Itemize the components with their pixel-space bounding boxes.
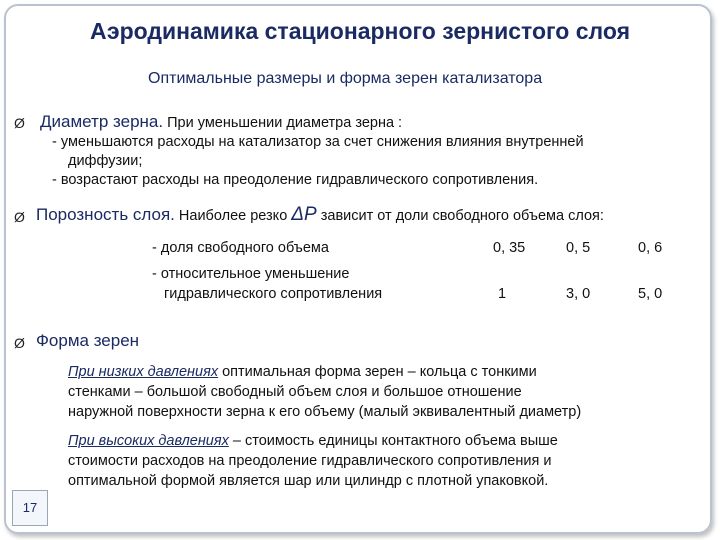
- table-row2-value-2: 3, 0: [566, 286, 591, 302]
- table-row2-value-3: 5, 0: [638, 286, 663, 302]
- table-row2-label-2: гидравлического сопротивления: [164, 286, 383, 302]
- bullet-arrow-icon: Ø: [14, 209, 25, 225]
- bullet-arrow-icon: Ø: [14, 335, 25, 351]
- section3-head: Форма зерен: [36, 331, 140, 350]
- section1-head: Диаметр зерна.: [40, 112, 164, 131]
- slide-subtitle: Оптимальные размеры и форма зерен катализатора: [148, 70, 543, 87]
- p1-line1: оптимальная форма зерен – кольца с тонкими: [218, 364, 537, 380]
- high-pressure-paragraph: [68, 431, 708, 491]
- section1-line1: - уменьшаются расходы на катализатор за счет снижения влияния внутренней: [52, 134, 584, 150]
- slide-title: Аэродинамика стационарного зернистого слоя: [89, 18, 630, 44]
- low-pressure-paragraph: [68, 362, 708, 422]
- high-pressure-label: При высоких давлениях: [68, 433, 229, 449]
- p2-line2: стоимости расходов на преодоление гидравлического сопротивления и: [68, 453, 552, 469]
- section2-intro-before: Наиболее резко: [178, 208, 288, 224]
- table-row1-label: - доля свободного объема: [152, 240, 329, 256]
- table-row1-value-1: 0, 35: [493, 240, 526, 256]
- section1-line2: диффузии;: [68, 153, 143, 169]
- delta-p-symbol: ΔP: [291, 204, 317, 225]
- p1-line3: наружной поверхности зерна к его объему (малый эквивалентный диаметр): [68, 404, 582, 420]
- p2-line1: – стоимость единицы контактного объема выше: [228, 433, 558, 449]
- section2-intro-after: зависит от доли свободного объема слоя:: [320, 208, 604, 224]
- section1-heading-line: [40, 112, 402, 132]
- table-row2-label-1: - относительное уменьшение: [152, 266, 350, 282]
- p1-line2: стенками – большой свободный объем слоя и большое отношение: [68, 384, 522, 400]
- table-row1-value-2: 0, 5: [566, 240, 591, 256]
- low-pressure-label: При низких давлениях: [68, 364, 219, 380]
- section2-head: Порозность слоя.: [36, 205, 175, 224]
- bullet-arrow-icon: Ø: [14, 115, 25, 131]
- section1-intro: При уменьшении диаметра зерна :: [167, 115, 403, 131]
- page-number: 17: [12, 490, 48, 526]
- table-row1-value-3: 0, 6: [638, 240, 663, 256]
- section1-line3: - возрастают расходы на преодоление гидравлического сопротивления.: [52, 172, 539, 188]
- section2-heading-line: [36, 204, 604, 226]
- p2-line3: оптимальной формой является шар или цилиндр с плотной упаковкой.: [68, 473, 549, 489]
- table-row2-value-1: 1: [498, 286, 507, 302]
